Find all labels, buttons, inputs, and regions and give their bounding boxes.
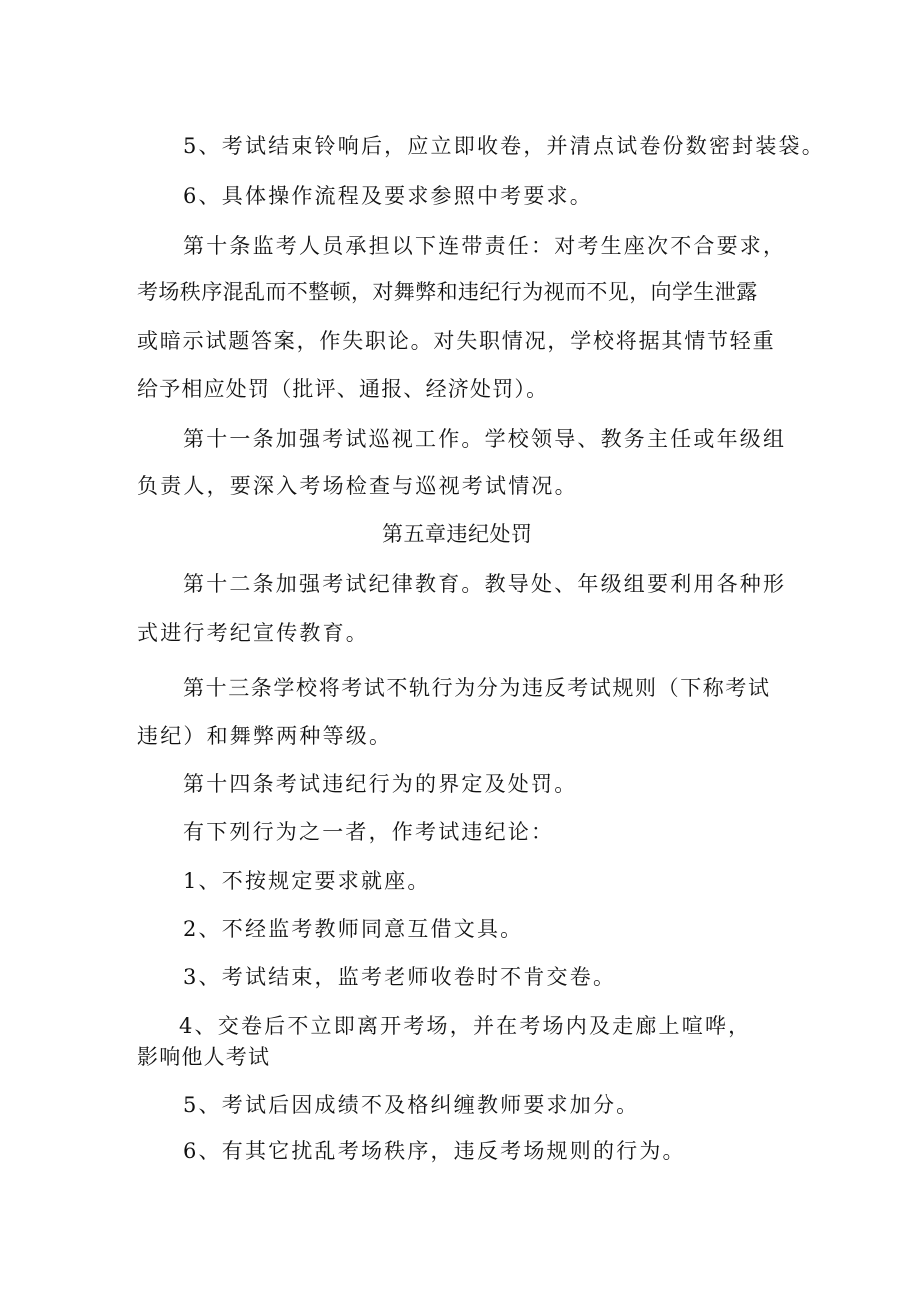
article-10-line-2: 考场秩序混乱而不整顿，对舞弊和违纪行为视而不见，向学生泄露: [137, 280, 758, 304]
article-12-line-1: 第十二条加强考试纪律教育。教导处、年级组要利用各种形: [183, 572, 787, 596]
article-14: 第十四条考试违纪行为的界定及处罚。: [183, 772, 578, 796]
chapter-heading: 第五章违纪处罚: [382, 522, 533, 546]
paragraph-item-6-procedure: 6、具体操作流程及要求参照中考要求。: [183, 184, 593, 208]
violation-intro: 有下列行为之一者，作考试违纪论：: [183, 820, 555, 844]
violation-item-6: 6、有其它扰乱考场秩序，违反考场规则的行为。: [183, 1139, 686, 1163]
article-10-line-3: 或暗示试题答案，作失职论。对失职情况，学校将据其情节轻重: [137, 329, 776, 353]
violation-item-1: 1、不按规定要求就座。: [183, 869, 431, 893]
violation-item-5: 5、考试后因成绩不及格纠缠教师要求加分。: [183, 1093, 640, 1117]
article-11-line-1: 第十一条加强考试巡视工作。学校领导、教务主任或年级组: [183, 427, 787, 451]
article-13-line-1: 第十三条学校将考试不轨行为分为违反考试规则（下称考试: [183, 676, 771, 700]
article-13-line-2: 违纪）和舞弊两种等级。: [137, 724, 393, 748]
violation-item-4-line-1: 4、交卷后不立即离开考场，并在考场内及走廊上喧哗，: [179, 1014, 752, 1038]
violation-item-2: 2、不经监考教师同意互借文具。: [183, 917, 524, 941]
paragraph-item-5-collect-papers: 5、考试结束铃响后，应立即收卷，并清点试卷份数密封装袋。: [183, 134, 825, 158]
article-10-line-4: 给予相应处罚（批评、通报、经济处罚）。: [137, 377, 549, 401]
article-11-line-2: 负责人，要深入考场检查与巡视考试情况。: [137, 474, 578, 498]
article-10-line-1: 第十条监考人员承担以下连带责任：对考生座次不合要求，: [183, 234, 787, 258]
violation-item-4-line-2: 影响他人考试: [137, 1045, 271, 1069]
article-12-line-2: 式进行考纪宣传教育。: [137, 621, 369, 645]
violation-item-3: 3、考试结束，监考老师收卷时不肯交卷。: [183, 965, 617, 989]
